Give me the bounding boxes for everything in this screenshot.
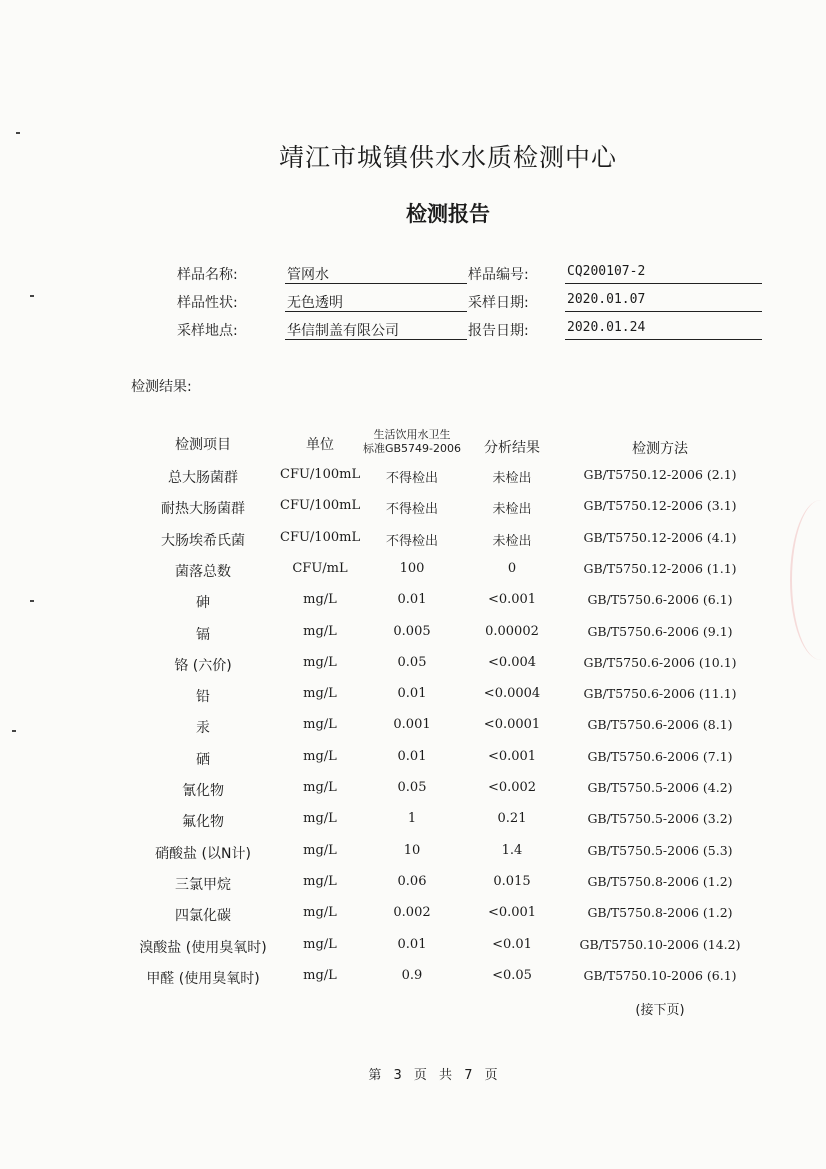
- row-result: <0.001: [487, 748, 537, 764]
- row-unit: mg/L: [303, 654, 337, 670]
- sample-info-row: [0, 320, 826, 344]
- row-standard: 0.01: [397, 592, 427, 608]
- table-row: [0, 655, 826, 686]
- row-unit: CFU/100mL: [280, 529, 361, 545]
- row-result: <0.05: [492, 967, 532, 983]
- row-method: GB/T5750.5-2006 (5.3): [587, 842, 733, 858]
- row-result: 未检出: [492, 471, 532, 486]
- row-standard: 1: [407, 811, 417, 827]
- row-item: 砷: [196, 595, 210, 612]
- table-row: [0, 498, 826, 529]
- table-row: [0, 749, 826, 780]
- row-standard: 0.05: [397, 654, 427, 670]
- table-row: [0, 874, 826, 905]
- sample-info-row: [0, 292, 826, 316]
- row-standard: 0.05: [397, 780, 427, 795]
- row-item: 耐热大肠菌群: [161, 501, 245, 518]
- report-title: 检测报告: [406, 202, 490, 226]
- table-row: [0, 780, 826, 811]
- table-row: [0, 467, 826, 498]
- row-standard: 100: [399, 560, 425, 576]
- header-unit: 单位: [306, 437, 334, 453]
- row-result: <0.001: [487, 905, 537, 921]
- row-result: <0.0001: [483, 717, 541, 733]
- row-unit: mg/L: [303, 842, 337, 858]
- sample-number-value: CQ200107-2: [565, 264, 762, 284]
- table-row: [0, 905, 826, 936]
- header-standard-line1: 生活饮用水卫生: [373, 428, 451, 441]
- row-standard: 0.01: [397, 748, 427, 764]
- row-method: GB/T5750.6-2006 (10.1): [583, 654, 737, 670]
- table-row: [0, 843, 826, 874]
- row-method: GB/T5750.5-2006 (3.2): [587, 811, 733, 827]
- row-standard: 0.9: [401, 967, 423, 983]
- sample-property-label: 样品性状:: [177, 295, 238, 311]
- row-standard: 0.06: [397, 873, 427, 889]
- sample-info-row: [0, 264, 826, 288]
- sampling-location-label: 采样地点:: [177, 323, 238, 339]
- row-item: 氟化物: [182, 814, 224, 831]
- report-date-label: 报告日期:: [468, 323, 529, 339]
- table-row: [0, 686, 826, 717]
- row-method: GB/T5750.6-2006 (11.1): [583, 686, 737, 702]
- header-item: 检测项目: [175, 437, 231, 453]
- row-method: GB/T5750.6-2006 (8.1): [587, 717, 733, 733]
- row-method: GB/T5750.8-2006 (1.2): [587, 873, 733, 889]
- row-method: GB/T5750.6-2006 (6.1): [587, 592, 733, 608]
- row-item: 氰化物: [182, 783, 224, 799]
- row-result: 0.00002: [485, 623, 539, 639]
- sampling-location-value: 华信制盖有限公司: [285, 320, 467, 340]
- row-unit: mg/L: [303, 873, 337, 889]
- row-result: <0.01: [492, 936, 532, 952]
- row-method: GB/T5750.5-2006 (4.2): [587, 780, 733, 795]
- row-standard: 0.01: [397, 936, 427, 952]
- row-item: 铅: [196, 689, 210, 706]
- scan-speck: [16, 132, 20, 134]
- row-item: 硝酸盐 (以N计): [155, 845, 251, 862]
- row-method: GB/T5750.12-2006 (1.1): [583, 560, 737, 576]
- row-unit: mg/L: [303, 717, 337, 733]
- sampling-date-label: 采样日期:: [468, 295, 529, 311]
- row-unit: mg/L: [303, 905, 337, 921]
- row-standard: 0.001: [393, 717, 431, 733]
- row-method: GB/T5750.12-2006 (4.1): [583, 529, 737, 545]
- sample-name-label: 样品名称:: [177, 267, 238, 283]
- row-unit: CFU/mL: [292, 560, 348, 576]
- page-footer: 第 3 页 共 7 页: [368, 1068, 498, 1083]
- row-method: GB/T5750.12-2006 (2.1): [583, 467, 737, 482]
- sample-number-label: 样品编号:: [468, 267, 529, 283]
- table-row: [0, 530, 826, 561]
- row-result: <0.001: [487, 592, 537, 608]
- row-item: 四氯化碳: [175, 908, 231, 925]
- results-heading: 检测结果:: [131, 379, 192, 395]
- row-unit: CFU/100mL: [280, 498, 361, 514]
- row-method: GB/T5750.6-2006 (9.1): [587, 623, 733, 639]
- row-result: 1.4: [501, 842, 523, 858]
- report-date-value: 2020.01.24: [565, 320, 762, 340]
- row-item: 铬 (六价): [174, 657, 232, 674]
- row-unit: mg/L: [303, 967, 337, 983]
- sampling-date-value: 2020.01.07: [565, 292, 762, 312]
- row-result: 未检出: [492, 502, 532, 518]
- row-unit: mg/L: [303, 748, 337, 764]
- table-row: [0, 937, 826, 968]
- sample-name-value: 管网水: [285, 264, 467, 284]
- row-method: GB/T5750.10-2006 (6.1): [583, 967, 737, 983]
- header-method: 检测方法: [632, 441, 688, 457]
- continue-note: (接下页): [635, 1003, 685, 1018]
- row-standard: 0.005: [393, 623, 431, 639]
- row-item: 镉: [196, 626, 210, 643]
- table-row: [0, 968, 826, 999]
- row-item: 硒: [196, 751, 210, 768]
- row-unit: mg/L: [303, 811, 337, 827]
- row-item: 三氯甲烷: [175, 876, 231, 893]
- row-standard: 10: [403, 842, 421, 858]
- row-result: 未检出: [492, 533, 532, 549]
- header-result: 分析结果: [484, 440, 540, 456]
- row-result: <0.0004: [483, 686, 541, 702]
- row-result: <0.004: [487, 654, 537, 670]
- row-item: 菌落总数: [175, 563, 231, 580]
- header-standard-line2: 标准GB5749-2006: [362, 442, 462, 455]
- row-item: 汞: [196, 720, 210, 737]
- row-unit: mg/L: [303, 623, 337, 639]
- row-method: GB/T5750.8-2006 (1.2): [587, 905, 733, 921]
- table-row: [0, 811, 826, 842]
- row-result: <0.002: [487, 780, 537, 795]
- row-result: 0: [507, 560, 517, 576]
- row-standard: 不得检出: [385, 502, 438, 518]
- row-result: 0.015: [493, 873, 531, 889]
- row-standard: 0.01: [397, 686, 427, 702]
- row-result: 0.21: [497, 811, 527, 827]
- table-row: [0, 592, 826, 623]
- row-unit: mg/L: [303, 592, 337, 608]
- row-standard: 不得检出: [385, 533, 438, 549]
- table-header: [0, 428, 826, 464]
- row-unit: mg/L: [303, 780, 337, 795]
- row-item: 甲醛 (使用臭氧时): [146, 970, 260, 987]
- table-row: [0, 717, 826, 748]
- row-standard: 不得检出: [385, 471, 438, 486]
- sample-property-value: 无色透明: [285, 292, 467, 312]
- row-item: 溴酸盐 (使用臭氧时): [139, 939, 267, 956]
- table-row: [0, 561, 826, 592]
- row-method: GB/T5750.12-2006 (3.1): [583, 498, 737, 514]
- organization-title: 靖江市城镇供水水质检测中心: [278, 143, 617, 172]
- table-row: [0, 624, 826, 655]
- row-standard: 0.002: [393, 905, 431, 921]
- row-unit: mg/L: [303, 686, 337, 702]
- row-unit: mg/L: [303, 936, 337, 952]
- row-unit: CFU/100mL: [280, 467, 361, 482]
- row-item: 大肠埃希氏菌: [161, 532, 245, 549]
- row-method: GB/T5750.10-2006 (14.2): [579, 936, 741, 952]
- row-method: GB/T5750.6-2006 (7.1): [587, 748, 733, 764]
- header-standard: [352, 428, 472, 456]
- row-item: 总大肠菌群: [168, 470, 238, 486]
